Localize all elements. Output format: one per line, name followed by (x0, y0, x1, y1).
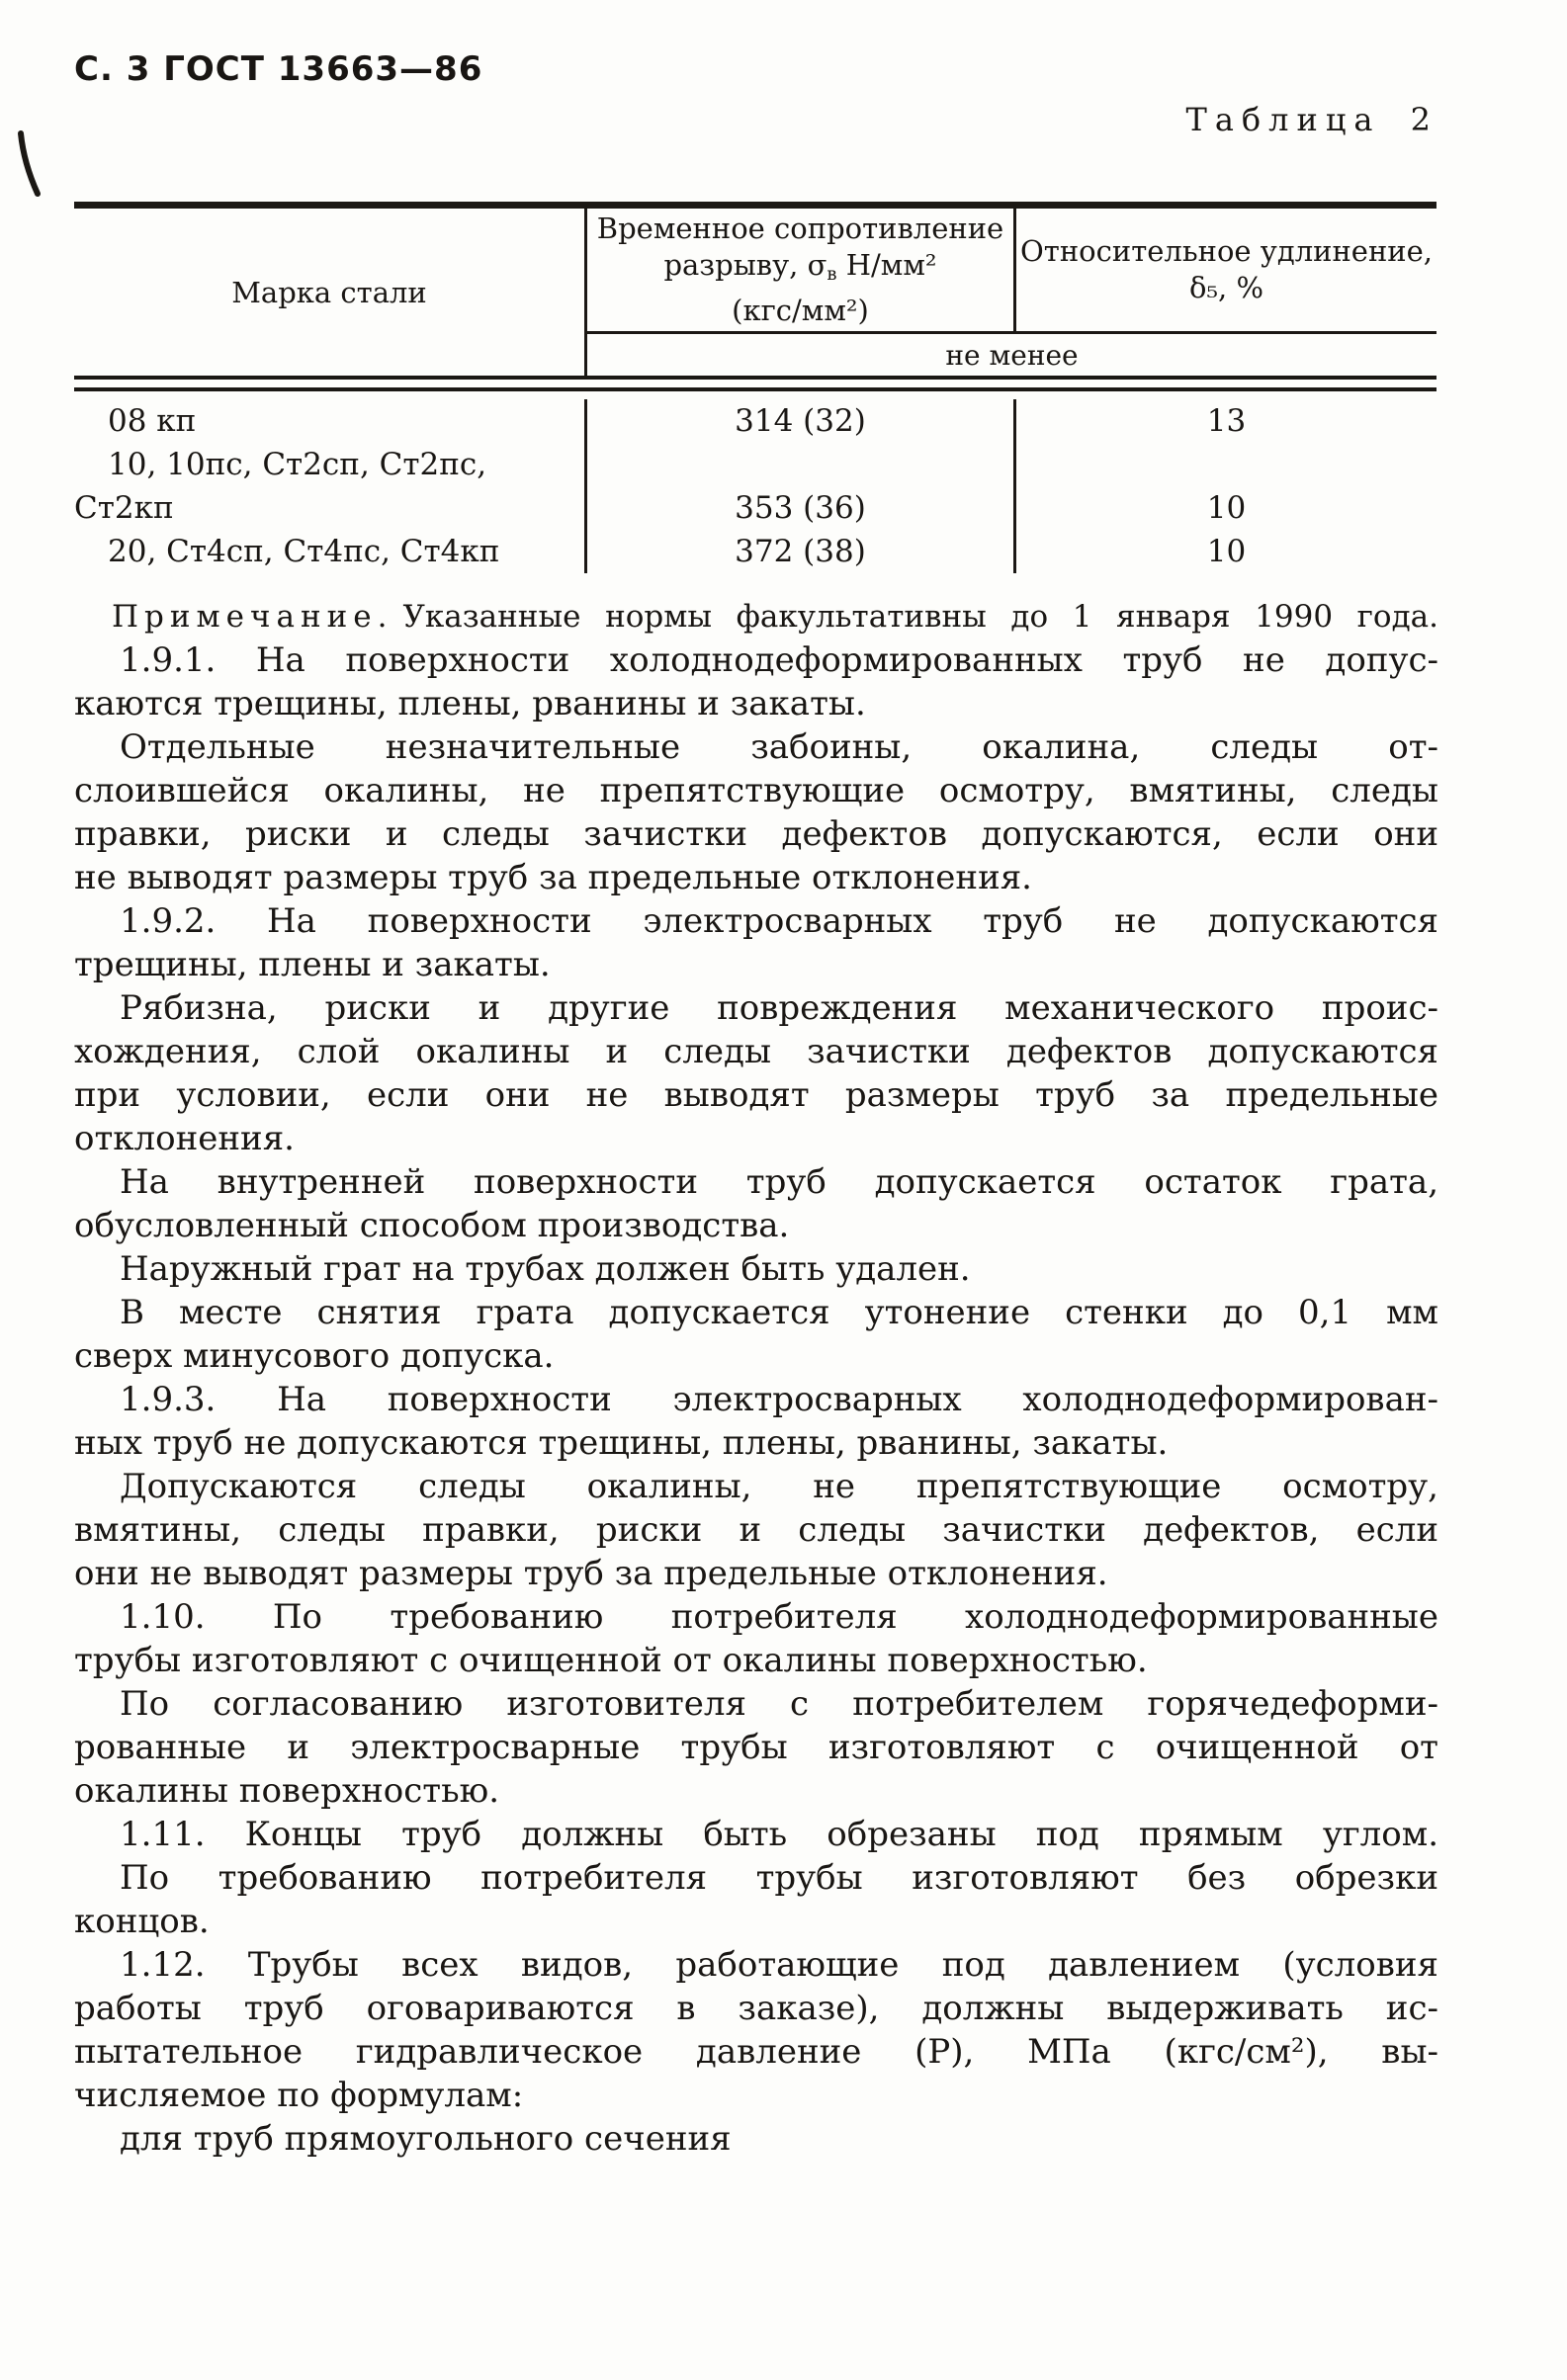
paragraph-line: работы труб оговариваются в заказе), должны выдерживать ис- (74, 1989, 1438, 2028)
table-col-grades (74, 399, 584, 573)
steel-grade-cell: 20, Ст4сп, Ст4пс, Ст4кп (108, 534, 500, 569)
header-elongation-line2: δ₅, % (1188, 271, 1264, 304)
paragraph-line: Рябизна, риски и другие повреждения механического проис- (120, 988, 1438, 1028)
paragraph-line: правки, риски и следы зачистки дефектов допускаются, если они (74, 814, 1438, 854)
steel-grade-cell: 10, 10пс, Ст2сп, Ст2пс, (108, 447, 487, 482)
elongation-value (1016, 443, 1436, 486)
paragraph-line: хождения, слой окалины и следы зачистки дефектов допускаются (74, 1032, 1438, 1071)
table-body (74, 391, 1436, 579)
paragraph-line: 1.9.2. На поверхности электросварных труб не допускаются (120, 901, 1438, 941)
strength-value: 314 (32) (735, 403, 866, 439)
page-header: С. 3 ГОСТ 13663—86 (74, 49, 483, 89)
header-elongation (1013, 209, 1436, 331)
paragraph-line: По требованию потребителя трубы изготовляют без обрезки (120, 1858, 1438, 1898)
table-caption: Таблица 2 (1185, 101, 1438, 138)
paragraph-line: По согласованию изготовителя с потребителем горячедеформи- (120, 1684, 1438, 1724)
strength-value: 353 (36) (735, 490, 866, 526)
elongation-value: 10 (1206, 534, 1247, 569)
steel-grade-cell: Ст2кп (74, 490, 174, 526)
paragraph-line: 1.11. Концы труб должны быть обрезаны под прямым углом. (120, 1815, 1438, 1854)
sigma-subscript: в (827, 264, 837, 286)
paragraph-line: рованные и электросварные трубы изготовляют с очищенной от (74, 1728, 1438, 1767)
header-elongation-line1: Относительное удлинение, (1020, 234, 1433, 268)
note-line (74, 595, 1438, 638)
header-steel-grade: Марка стали (231, 275, 427, 309)
mechanical-properties-table (74, 202, 1436, 579)
paragraph-line: каются трещины, плены, рванины и закаты. (74, 684, 866, 723)
table-col-elongation (1013, 399, 1436, 573)
paragraph-line: вмятины, следы правки, риски и следы зачистки дефектов, если (74, 1510, 1438, 1550)
paragraph-line: при условии, если они не выводят размеры труб за предельные (74, 1075, 1438, 1115)
paragraph-line: окалины поверхностью. (74, 1771, 500, 1811)
paragraph-line: трубы изготовляют с очищенной от окалины поверхностью. (74, 1641, 1148, 1680)
paragraph-line: числяемое по формулам: (74, 2076, 524, 2115)
paragraph-line: пытательное гидравлическое давление (Р), МПа (кгс/см²), вы- (74, 2032, 1438, 2072)
paragraph-line: В месте снятия грата допускается утонение стенки до 0,1 мм (120, 1293, 1438, 1332)
elongation-value: 13 (1206, 403, 1247, 439)
elongation-value: 10 (1206, 490, 1247, 526)
note-label: Примечание. (112, 599, 393, 635)
strength-value (587, 443, 1013, 486)
paragraph-line: для труб прямоугольного сечения (120, 2119, 732, 2159)
table-header-cells (587, 209, 1436, 334)
header-tensile-line1: Временное сопротивление (596, 211, 1004, 245)
table-header-right-group (584, 209, 1436, 376)
paragraph-line: обусловленный способом производства. (74, 1206, 790, 1245)
paragraph-line: 1.10. По требованию потребителя холоднодеформированные (120, 1597, 1438, 1637)
paragraph-line: отклонения. (74, 1119, 295, 1158)
paragraph-line: 1.9.1. На поверхности холоднодеформированных труб не допус- (120, 640, 1438, 680)
table-col-strength (584, 399, 1013, 573)
table-header-row (74, 209, 1436, 376)
paragraph-line: слоившейся окалины, не препятствующие осмотру, вмятины, следы (74, 771, 1438, 810)
body-text (74, 595, 1438, 2161)
paragraph-line: не выводят размеры труб за предельные отклонения. (74, 858, 1032, 897)
paragraphs (74, 638, 1438, 2161)
double-rule (74, 376, 1436, 391)
paragraph-line: ных труб не допускаются трещины, плены, рванины, закаты. (74, 1423, 1169, 1463)
paragraph-line: сверх минусового допуска. (74, 1336, 555, 1376)
strength-value: 372 (38) (735, 534, 866, 569)
header-tensile-line2: разрыву, $\sigma_в$ Н/мм² (663, 247, 937, 286)
paragraph-line: Наружный грат на трубах должен быть удален. (120, 1249, 971, 1289)
steel-grade-cell: 08 кп (108, 403, 197, 439)
paragraph-line: 1.12. Трубы всех видов, работающие под давлением (условия (120, 1945, 1438, 1985)
pen-stroke-mark (12, 128, 45, 204)
paragraph-line: трещины, плены и закаты. (74, 945, 551, 984)
paragraph-line: На внутренней поверхности труб допускается остаток грата, (120, 1162, 1438, 1202)
paragraph-line: 1.9.3. На поверхности электросварных холоднодеформирован- (120, 1380, 1438, 1419)
header-not-less-than: не менее (945, 338, 1079, 372)
header-tensile-strength (587, 209, 1013, 331)
header-tensile-line3: (кгс/мм²) (732, 294, 869, 328)
paragraph-line: концов. (74, 1902, 210, 1941)
paragraph-line: они не выводят размеры труб за предельные отклонения. (74, 1554, 1108, 1593)
paragraph-line: Допускаются следы окалины, не препятствующие осмотру, (120, 1467, 1438, 1506)
paragraph-line: Отдельные незначительные забоины, окалина, следы от- (120, 727, 1438, 767)
content-area (74, 101, 1438, 2161)
note-text: Указанные нормы факультативны до 1 января 1990 года. (402, 599, 1438, 635)
